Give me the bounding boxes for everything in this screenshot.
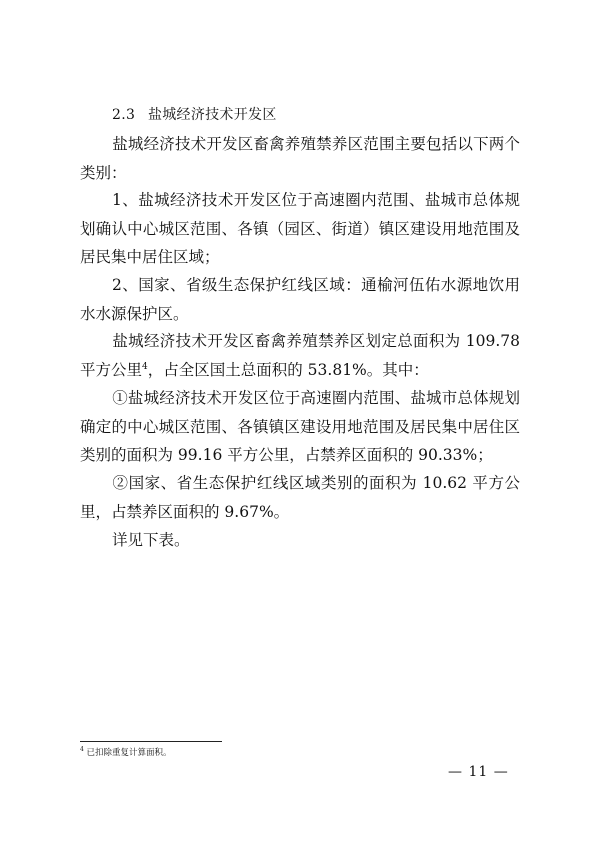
section-heading	[112, 104, 277, 124]
paragraph-intro-text: 盐城经济技术开发区畜禽养殖禁养区范围主要包括以下两个类别：	[80, 135, 520, 182]
footnote-divider	[80, 741, 222, 742]
footnote-marker: 4	[80, 746, 84, 754]
paragraph-area-item-1	[80, 384, 520, 470]
paragraph-intro	[80, 130, 520, 187]
footnote-reference[interactable]: 4	[142, 361, 148, 372]
paragraph-area-item-1-text: ①盐城经济技术开发区位于高速圈内范围、盐城市总体规划确定的中心城区范围、各镇镇区建设用地范围及居民集中居住区类别的面积为 99.16 平方公里，占禁养区面积的 90.33%；	[80, 389, 520, 464]
section-title: 盐城经济技术开发区	[147, 107, 277, 123]
paragraph-category-1	[80, 186, 520, 272]
paragraph-area-item-2-text: ②国家、省生态保护红线区域类别的面积为 10.62 平方公里，占禁养区面积的 9.67%。	[80, 474, 520, 521]
paragraph-area-item-2	[80, 469, 520, 526]
paragraph-see-table	[80, 526, 520, 555]
paragraph-total-area-text-cont: ，占全区国土总面积的 53.81%。其中：	[147, 360, 429, 379]
paragraph-see-table-text: 详见下表。	[112, 531, 190, 549]
page-number: — 11 —	[448, 764, 509, 780]
paragraph-category-2-text: 2、国家、省级生态保护红线区域：通榆河伍佑水源地饮用水水源保护区。	[80, 276, 520, 323]
section-number: 2.3	[112, 107, 136, 123]
paragraph-total-area-text: 盐城经济技术开发区畜禽养殖禁养区划定总面积为 109.78 平方公里	[80, 332, 520, 379]
footnote-text: 已扣除重复计算面积。	[86, 748, 172, 758]
paragraph-category-2	[80, 271, 520, 328]
paragraph-total-area	[80, 327, 520, 384]
footnote	[80, 746, 172, 758]
paragraph-category-1-text: 1、盐城经济技术开发区位于高速圈内范围、盐城市总体规划确认中心城区范围、各镇（园区、街道）镇区建设用地范围及居民集中居住区域；	[80, 191, 520, 266]
